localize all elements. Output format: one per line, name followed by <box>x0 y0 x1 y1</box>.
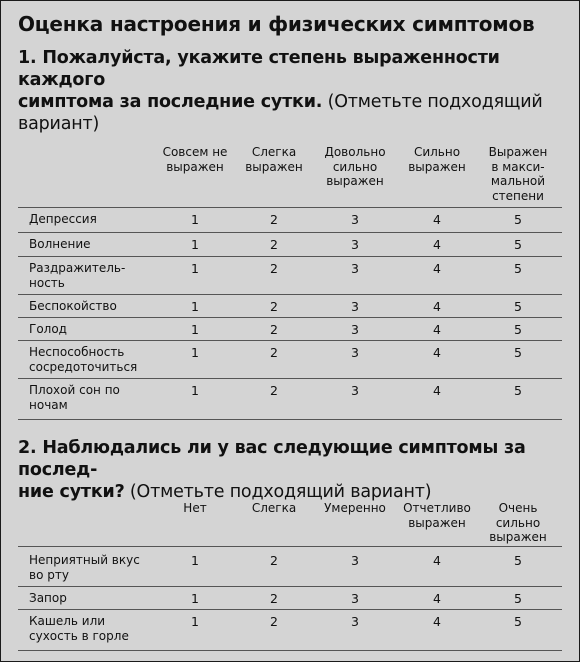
rating-option: 2 <box>270 591 278 606</box>
table-divider <box>18 609 562 610</box>
column-header-line: Слегка <box>251 501 297 515</box>
rating-option: 1 <box>191 261 199 276</box>
symptom-label-line: Запор <box>29 591 67 605</box>
column-header-line: Совсем не <box>162 145 228 159</box>
symptom-label-line: Раздражитель- <box>29 261 126 275</box>
column-header <box>155 145 235 174</box>
symptom-label <box>29 261 159 291</box>
rating-option: 3 <box>351 553 359 568</box>
rating-option: 1 <box>191 383 199 398</box>
rating-option: 5 <box>514 212 522 227</box>
rating-option: 5 <box>514 553 522 568</box>
rating-option: 1 <box>191 212 199 227</box>
question-2 <box>18 437 566 503</box>
rating-option: 1 <box>191 322 199 337</box>
rating-option: 4 <box>433 553 441 568</box>
rating-option: 1 <box>191 345 199 360</box>
symptom-label-line: Неприятный вкус <box>29 553 140 567</box>
column-header-line: выражен <box>408 515 466 530</box>
symptom-label <box>29 322 159 337</box>
column-header-line: Сильно <box>413 145 461 159</box>
table-divider <box>18 294 562 295</box>
column-header <box>234 145 314 174</box>
question-line <box>18 47 566 91</box>
question-instruction: вариант) <box>18 114 100 134</box>
rating-option: 4 <box>433 212 441 227</box>
symptom-label <box>29 212 159 227</box>
symptom-label-line: сухость в горле <box>29 629 129 643</box>
column-header <box>315 501 395 516</box>
rating-option: 3 <box>351 614 359 629</box>
rating-option: 4 <box>433 237 441 252</box>
table-divider <box>18 650 562 651</box>
rating-option: 4 <box>433 614 441 629</box>
symptom-label-line: ночам <box>29 398 68 412</box>
rating-option: 1 <box>191 591 199 606</box>
symptom-label-line: во рту <box>29 568 69 582</box>
rating-option: 3 <box>351 383 359 398</box>
rating-option: 3 <box>351 237 359 252</box>
question-1 <box>18 47 566 135</box>
column-header-line: Слегка <box>251 145 297 159</box>
table-divider <box>18 419 562 420</box>
rating-option: 1 <box>191 299 199 314</box>
column-header-line: Выражен <box>488 145 548 159</box>
column-header-line: Довольно <box>324 145 386 159</box>
symptom-label-line: Кашель или <box>29 614 106 628</box>
table-divider <box>18 256 562 257</box>
rating-option: 1 <box>191 614 199 629</box>
question-text-bold: симптома за последние сутки. <box>18 92 323 112</box>
question-line <box>18 437 566 481</box>
rating-option: 5 <box>514 261 522 276</box>
rating-option: 2 <box>270 345 278 360</box>
symptom-label <box>29 345 159 375</box>
rating-option: 5 <box>514 299 522 314</box>
rating-option: 2 <box>270 614 278 629</box>
rating-option: 1 <box>191 553 199 568</box>
symptom-label <box>29 237 159 252</box>
column-header-line: выражен <box>166 159 224 174</box>
question-line <box>18 91 566 113</box>
rating-option: 4 <box>433 299 441 314</box>
table-divider <box>18 232 562 233</box>
column-header <box>397 501 477 530</box>
column-header <box>397 145 477 174</box>
symptom-label <box>29 614 159 644</box>
column-header-line: выражен <box>326 174 384 188</box>
column-header <box>478 145 558 203</box>
table-divider <box>18 317 562 318</box>
table-divider <box>18 207 562 208</box>
rating-option: 5 <box>514 237 522 252</box>
rating-option: 3 <box>351 591 359 606</box>
column-header-line: выражен <box>245 159 303 174</box>
rating-option: 3 <box>351 212 359 227</box>
rating-option: 2 <box>270 299 278 314</box>
column-header-line: степени <box>492 188 544 203</box>
rating-option: 5 <box>514 614 522 629</box>
rating-option: 4 <box>433 345 441 360</box>
symptom-label <box>29 383 159 413</box>
rating-option: 5 <box>514 383 522 398</box>
symptom-label <box>29 591 159 606</box>
symptom-label <box>29 299 159 314</box>
symptom-label-line: Беспокойство <box>29 299 117 313</box>
question-text-bold: 2. Наблюдались ли у вас следующие симптомы за послед- <box>18 438 526 480</box>
column-header-line: выражен <box>408 159 466 174</box>
rating-option: 3 <box>351 322 359 337</box>
rating-option: 2 <box>270 212 278 227</box>
rating-option: 2 <box>270 383 278 398</box>
rating-option: 2 <box>270 261 278 276</box>
symptom-label <box>29 553 159 583</box>
column-header-line: Отчетливо <box>403 501 471 515</box>
rating-option: 3 <box>351 261 359 276</box>
question-instruction: (Отметьте подходящий <box>322 92 543 112</box>
rating-option: 4 <box>433 261 441 276</box>
column-header-line: Умеренно <box>324 501 386 515</box>
rating-option: 4 <box>433 383 441 398</box>
column-header-line: в макси- <box>491 159 545 174</box>
rating-option: 3 <box>351 345 359 360</box>
column-header <box>315 145 395 189</box>
rating-option: 5 <box>514 591 522 606</box>
symptom-label-line: Голод <box>29 322 67 336</box>
rating-option: 2 <box>270 322 278 337</box>
symptom-label-line: Депрессия <box>29 212 97 226</box>
symptom-label-line: Плохой сон по <box>29 383 120 397</box>
symptom-label-line: Волнение <box>29 237 91 251</box>
rating-option: 3 <box>351 299 359 314</box>
column-header-line: сильно <box>495 515 541 530</box>
table-divider <box>18 586 562 587</box>
rating-option: 2 <box>270 237 278 252</box>
rating-option: 5 <box>514 322 522 337</box>
question-text-bold: ние сутки? <box>18 482 125 502</box>
table-divider <box>18 546 562 547</box>
column-header <box>155 501 235 516</box>
table-divider <box>18 340 562 341</box>
question-instruction: (Отметьте подходящий вариант) <box>124 482 432 502</box>
question-line <box>18 113 566 135</box>
column-header-line: Очень <box>498 501 538 515</box>
question-line <box>18 481 566 503</box>
column-header <box>478 501 558 545</box>
rating-option: 1 <box>191 237 199 252</box>
rating-option: 5 <box>514 345 522 360</box>
form-title: Оценка настроения и физических симптомов <box>18 12 535 36</box>
rating-option: 4 <box>433 322 441 337</box>
column-header-line: мальной <box>490 174 546 188</box>
column-header <box>234 501 314 516</box>
symptom-label-line: ность <box>29 276 65 290</box>
rating-option: 2 <box>270 553 278 568</box>
question-text-bold: 1. Пожалуйста, укажите степень выраженности каждого <box>18 48 500 90</box>
symptom-label-line: Неспособность <box>29 345 125 359</box>
column-header-line: сильно <box>332 159 378 174</box>
rating-option: 4 <box>433 591 441 606</box>
column-header-line: выражен <box>489 530 547 544</box>
column-header-line: Нет <box>183 501 207 515</box>
table-divider <box>18 378 562 379</box>
symptom-label-line: сосредоточиться <box>29 360 138 374</box>
